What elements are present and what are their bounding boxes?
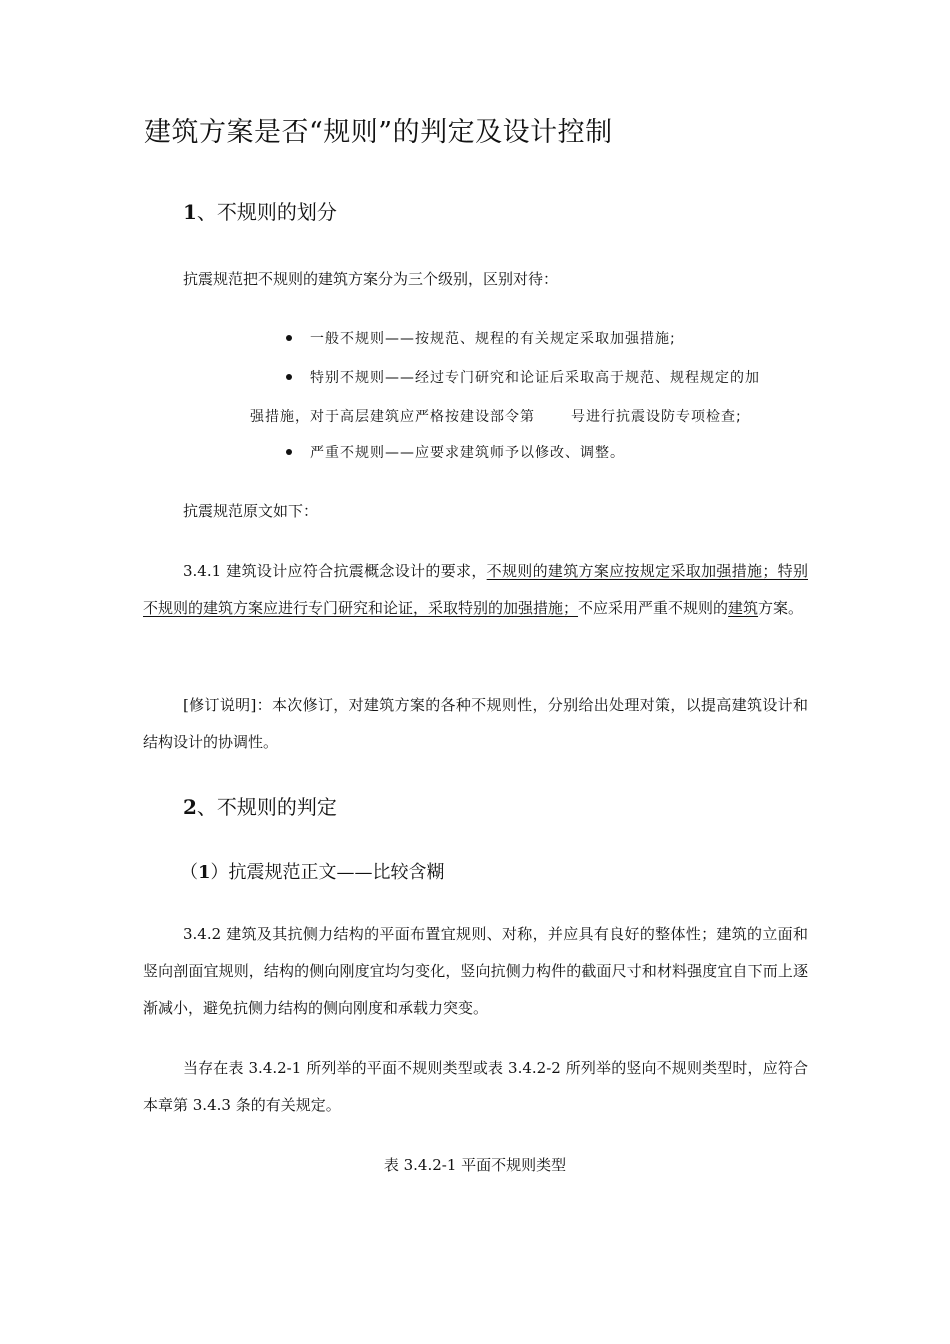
revision-note: [修订说明]：本次修订，对建筑方案的各种不规则性，分别给出处理对策，以提高建筑设计和结构设计的协调性。 — [143, 696, 808, 751]
bullet-icon — [286, 374, 292, 380]
section-title: 、不规则的判定 — [196, 795, 337, 819]
underlined-text: 不规则的建筑方案应按规定采取加强措施；特别不规则的建筑方案应进行专门研究和论证，采取特别的加强措施； — [143, 562, 808, 617]
intro-text: 抗震规范把不规则的建筑方案分为三个级别，区别对待： — [183, 270, 559, 288]
section-heading-2 — [183, 791, 337, 820]
list-item: 严重不规则——应要求建筑师予以修改、调整。 — [286, 442, 625, 462]
clause-3-4-1: 3.4.1 建筑设计应符合抗震概念设计的要求，不规则的建筑方案应按规定采取加强措施；特别不规则的建筑方案应进行专门研究和论证，采取特别的加强措施；不应采用严重不规则的建筑方案。 — [143, 562, 808, 617]
list-item: 特别不规则——经过专门研究和论证后采取高于规范、规程规定的加 — [286, 367, 760, 387]
clause-3-4-2-note: 当存在表 3.4.2-1 所列举的平面不规则类型或表 3.4.2-2 所列举的竖向不规则类型时，应符合本章第 3.4.3 条的有关规定。 — [143, 1059, 808, 1114]
table-caption: 表 3.4.2-1 平面不规则类型 — [383, 1156, 567, 1174]
section-number: 1 — [183, 200, 197, 224]
original-text-label: 抗震规范原文如下： — [183, 502, 319, 520]
section-number: 2 — [183, 795, 197, 819]
bullet-icon — [286, 449, 292, 455]
page-title: 建筑方案是否“规则”的判定及设计控制 — [144, 117, 613, 148]
clause-3-4-2: 3.4.2 建筑及其抗侧力结构的平面布置宜规则、对称，并应具有良好的整体性；建筑的立面和竖向剖面宜规则，结构的侧向刚度宜均匀变化，竖向抗侧力构件的截面尺寸和材料强度宜自下而上逐渐减小，避免抗侧力结构的侧向刚度和承载力突变。 — [143, 925, 808, 1017]
underlined-text: 建筑 — [728, 599, 759, 617]
section-heading-1 — [183, 196, 337, 225]
list-item: 一般不规则——按规范、规程的有关规定采取加强措施; — [286, 328, 676, 348]
list-item-continuation: 强措施，对于高层建筑应严格按建设部令第 号进行抗震设防专项检查; — [250, 409, 742, 425]
subsection-heading-1: （1）抗震规范正文——比较含糊 — [180, 862, 445, 883]
section-title: 、不规则的划分 — [196, 200, 337, 224]
bullet-icon — [286, 335, 292, 341]
